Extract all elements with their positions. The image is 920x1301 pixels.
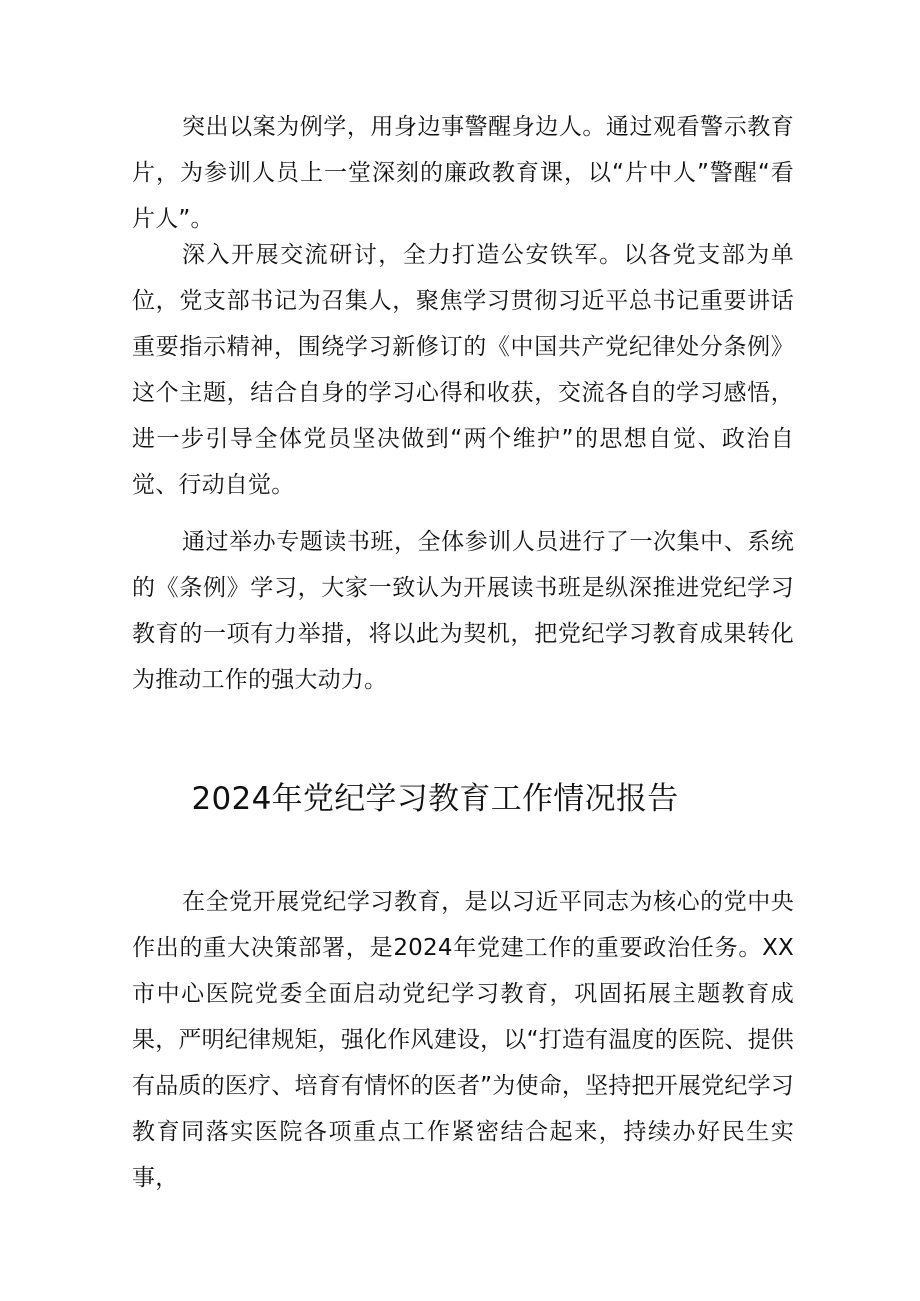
paragraph-case-study-warning: 突出以案为例学，用身边事警醒身边人。通过观看警示教育片，为参训人员上一堂深刻的廉政教育课，以“片中人”警醒“看片人”。 bbox=[132, 114, 794, 232]
paragraph-report-intro: 在全党开展党纪学习教育，是以习近平同志为核心的党中央作出的重大决策部署，是2024年党建工作的重要政治任务。XX市中心医院党委全面启动党纪学习教育，巩固拓展主题教育成果，严明纪律规矩，强化作风建设，以“打造有温度的医院、提供有品质的医疗、培育有情怀的医者”为使命，坚持把开展党纪学习教育同落实医院各项重点工作紧密结合起来，持续办好民生实事， bbox=[132, 889, 794, 1191]
paragraph-reading-class: 通过举办专题读书班，全体参训人员进行了一次集中、系统的《条例》学习，大家一致认为开展读书班是纵深推进党纪学习教育的一项有力举措，将以此为契机，把党纪学习教育成果转化为推动工作的强大动力。 bbox=[132, 529, 794, 693]
report-title: 2024年党纪学习教育工作情况报告 bbox=[191, 781, 679, 817]
paragraph-discussion-seminar: 深入开展交流研讨，全力打造公安铁军。以各党支部为单位，党支部书记为召集人，聚焦学习贯彻习近平总书记重要讲话重要指示精神，围绕学习新修订的《中国共产党纪律处分条例》这个主题，结合自身的学习心得和收获，交流各自的学习感悟，进一步引导全体党员坚决做到“两个维护”的思想自觉、政治自觉、行动自觉。 bbox=[132, 242, 794, 498]
